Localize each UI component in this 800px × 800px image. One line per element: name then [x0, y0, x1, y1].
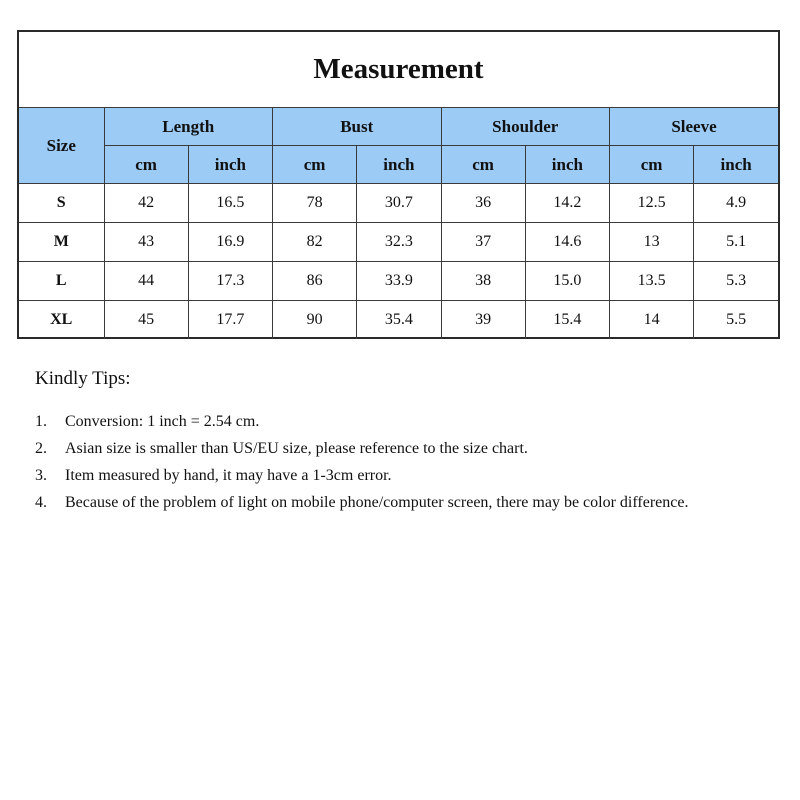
tip-text: Conversion: 1 inch = 2.54 cm.: [65, 413, 260, 430]
size-cell: XL: [19, 301, 104, 340]
length-header: Length: [104, 108, 273, 146]
unit-header: cm: [610, 146, 694, 184]
unit-header: inch: [357, 146, 441, 184]
table-cell: 45: [104, 301, 188, 340]
table-title: Measurement: [19, 32, 778, 108]
tip-text: Because of the problem of light on mobile phone/computer screen, there may be color difference.: [65, 494, 689, 511]
tip-text: Item measured by hand, it may have a 1-3cm error.: [65, 467, 392, 484]
table-cell: 16.5: [188, 184, 272, 223]
table-cell: 12.5: [610, 184, 694, 223]
tips-list: [35, 408, 755, 516]
unit-header: cm: [441, 146, 525, 184]
table-cell: 32.3: [357, 223, 441, 262]
table-cell: 36: [441, 184, 525, 223]
list-item: [35, 408, 755, 435]
table-cell: 14.6: [525, 223, 609, 262]
sleeve-header: Sleeve: [610, 108, 779, 146]
list-item: [35, 489, 755, 516]
unit-header: cm: [104, 146, 188, 184]
tip-number: 3.: [35, 467, 47, 484]
tip-number: 2.: [35, 440, 47, 457]
table-cell: 5.1: [694, 223, 778, 262]
table-row: [19, 301, 778, 340]
list-item: [35, 435, 755, 462]
table-row: [19, 262, 778, 301]
table-cell: 15.4: [525, 301, 609, 340]
table-cell: 86: [273, 262, 357, 301]
size-cell: L: [19, 262, 104, 301]
table-cell: 43: [104, 223, 188, 262]
table-cell: 16.9: [188, 223, 272, 262]
unit-header: cm: [273, 146, 357, 184]
table-cell: 17.7: [188, 301, 272, 340]
tip-number: 4.: [35, 494, 47, 511]
table-cell: 44: [104, 262, 188, 301]
table-cell: 5.5: [694, 301, 778, 340]
table-cell: 33.9: [357, 262, 441, 301]
table-cell: 78: [273, 184, 357, 223]
unit-header: inch: [525, 146, 609, 184]
size-cell: S: [19, 184, 104, 223]
table-cell: 5.3: [694, 262, 778, 301]
size-column-header: Size: [19, 108, 104, 184]
bust-header: Bust: [273, 108, 442, 146]
tips-title: Kindly Tips:: [35, 368, 131, 389]
table-cell: 90: [273, 301, 357, 340]
unit-header: inch: [694, 146, 778, 184]
shoulder-header: Shoulder: [441, 108, 610, 146]
table-cell: 38: [441, 262, 525, 301]
unit-header: inch: [188, 146, 272, 184]
measurement-table: [19, 32, 778, 339]
table-cell: 37: [441, 223, 525, 262]
table-cell: 14.2: [525, 184, 609, 223]
tip-number: 1.: [35, 413, 47, 430]
table-cell: 13: [610, 223, 694, 262]
table-cell: 39: [441, 301, 525, 340]
table-row: [19, 184, 778, 223]
measurement-table-frame: [17, 30, 780, 339]
tip-text: Asian size is smaller than US/EU size, please reference to the size chart.: [65, 440, 528, 457]
table-cell: 42: [104, 184, 188, 223]
table-row: [19, 223, 778, 262]
table-cell: 35.4: [357, 301, 441, 340]
size-cell: M: [19, 223, 104, 262]
list-item: [35, 462, 755, 489]
table-cell: 14: [610, 301, 694, 340]
table-cell: 15.0: [525, 262, 609, 301]
table-cell: 4.9: [694, 184, 778, 223]
table-cell: 30.7: [357, 184, 441, 223]
table-cell: 82: [273, 223, 357, 262]
table-cell: 17.3: [188, 262, 272, 301]
table-cell: 13.5: [610, 262, 694, 301]
